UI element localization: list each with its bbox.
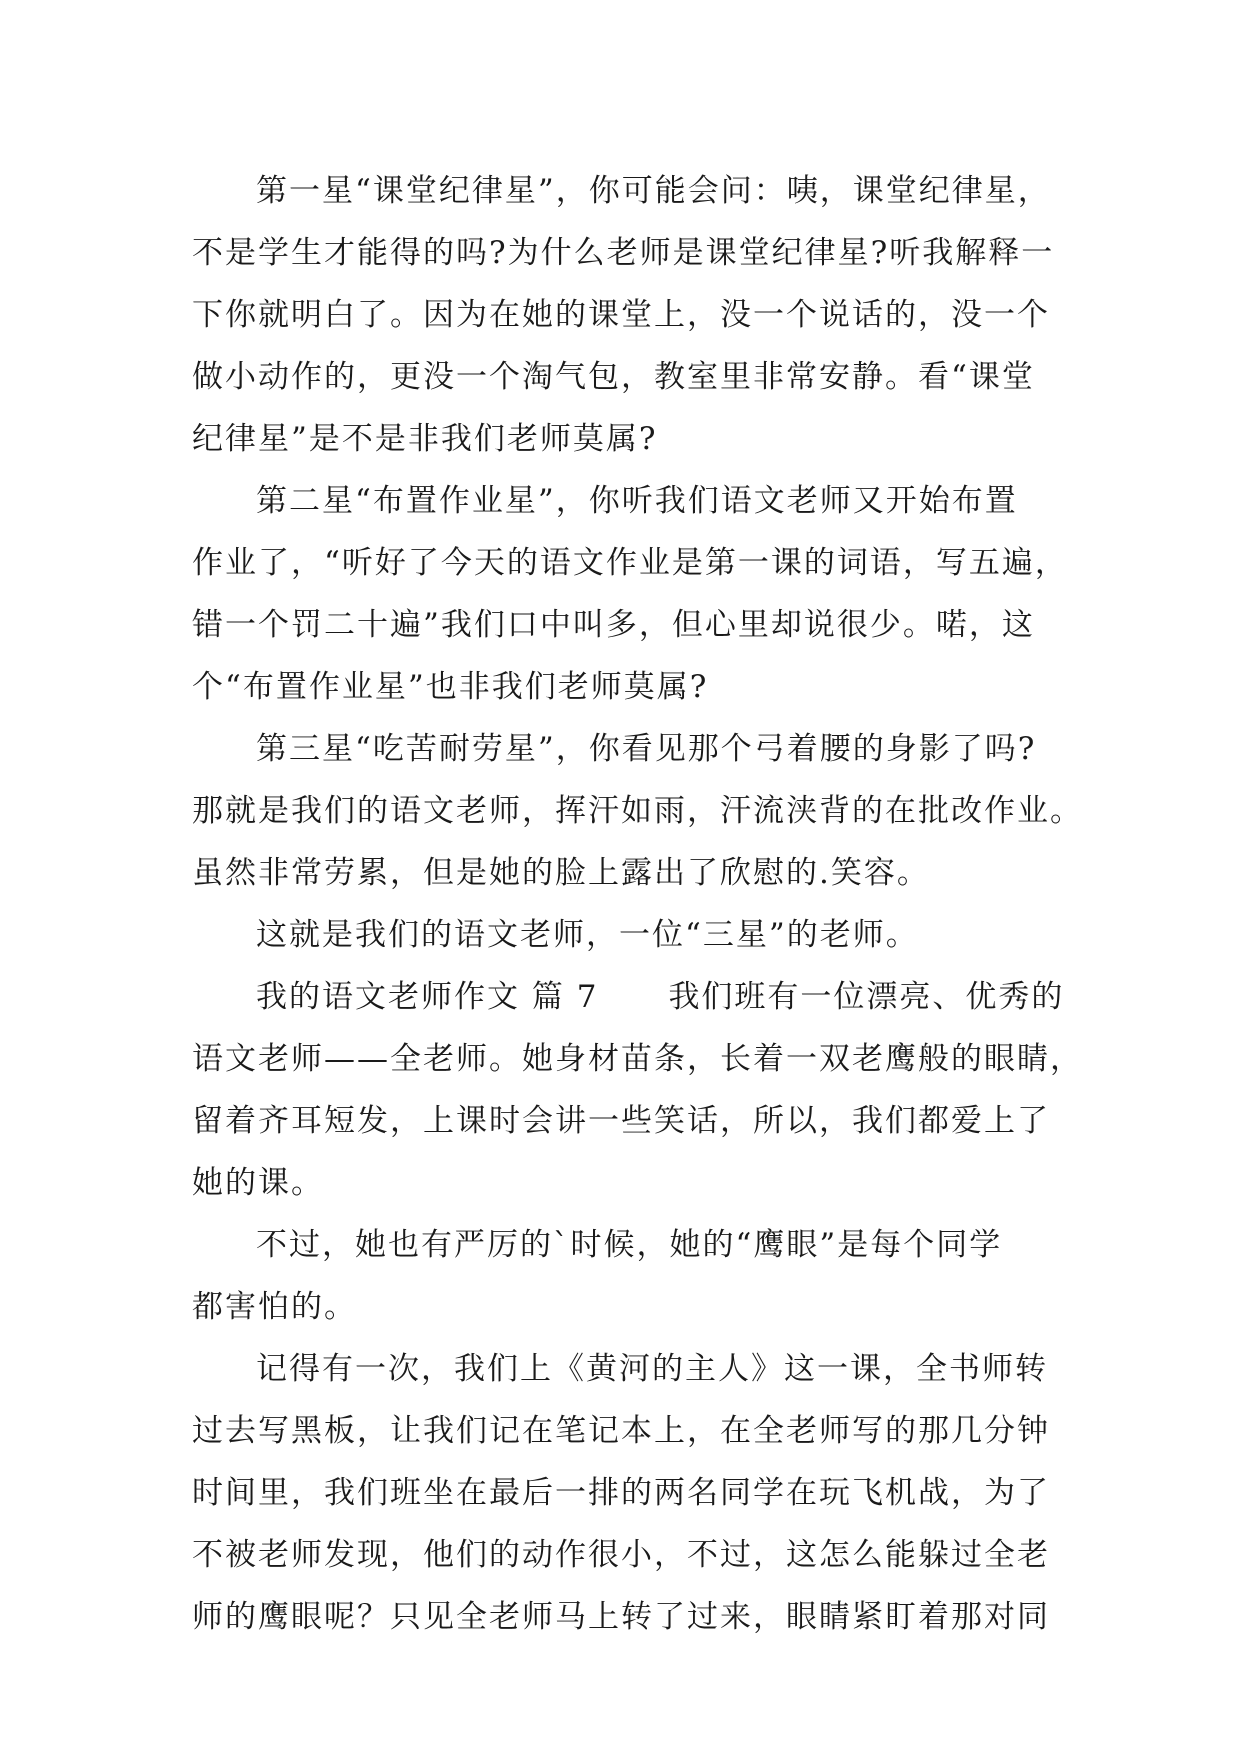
text-line: 这就是我们的语文老师，一位“三星”的老师。	[256, 917, 919, 953]
section-heading: 我的语文老师作文 篇 7	[256, 979, 599, 1015]
text-line: 不被老师发现，他们的动作很小，不过，这怎么能躲过全老	[192, 1537, 1050, 1573]
text-line: 不是学生才能得的吗?为什么老师是课堂纪律星?听我解释一	[192, 235, 1055, 271]
text-line: 下你就明白了。因为在她的课堂上，没一个说话的，没一个	[192, 297, 1050, 333]
text-line: 师的鹰眼呢？只见全老师马上转了过来，眼睛紧盯着那对同	[192, 1599, 1050, 1635]
text-line: 第二星“布置作业星”，你听我们语文老师又开始布置	[256, 483, 1018, 519]
text-line: 作业了，“听好了今天的语文作业是第一课的词语，写五遍，	[192, 545, 1068, 581]
article-body	[192, 160, 1083, 1648]
text-line: 她的课。	[192, 1165, 324, 1201]
text-line: 第三星“吃苦耐劳星”，你看见那个弓着腰的身影了吗?	[256, 731, 1037, 767]
text-line: 虽然非常劳累，但是她的脸上露出了欣慰的.笑容。	[192, 855, 930, 891]
text-line: 我们班有一位漂亮、优秀的	[668, 979, 1065, 1015]
text-line: 时间里，我们班坐在最后一排的两名同学在玩飞机战，为了	[192, 1475, 1050, 1511]
text-line: 过去写黑板，让我们记在笔记本上，在全老师写的那几分钟	[192, 1413, 1050, 1449]
text-line: 错一个罚二十遍”我们口中叫多，但心里却说很少。喏，这	[192, 607, 1035, 643]
text-line: 做小动作的，更没一个淘气包，教室里非常安静。看“课堂	[192, 359, 1035, 395]
text-line: 留着齐耳短发，上课时会讲一些笑话，所以，我们都爱上了	[192, 1103, 1050, 1139]
text-line: 第一星“课堂纪律星”，你可能会问：咦，课堂纪律星，	[256, 173, 1051, 209]
text-line: 个“布置作业星”也非我们老师莫属?	[192, 669, 709, 705]
text-line: 都害怕的。	[192, 1289, 357, 1325]
text-line: 那就是我们的语文老师，挥汗如雨，汗流浃背的在批改作业。	[192, 793, 1083, 829]
section-heading-line	[192, 966, 1065, 1028]
text-line: 语文老师——全老师。她身材苗条，长着一双老鹰般的眼睛，	[192, 1041, 1083, 1077]
text-line: 记得有一次，我们上《黄河的主人》这一课，全书师转	[256, 1351, 1048, 1387]
text-line: 纪律星”是不是非我们老师莫属?	[192, 421, 658, 457]
text-line: 不过，她也有严厉的`时候，她的“鹰眼”是每个同学	[256, 1227, 1003, 1263]
